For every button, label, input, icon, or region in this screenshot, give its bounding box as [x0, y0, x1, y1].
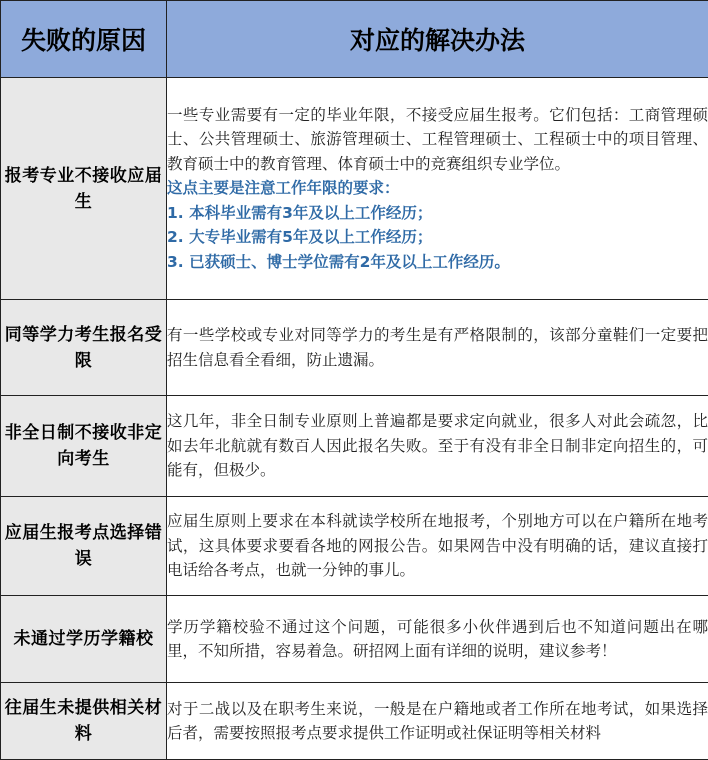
solution-cell — [167, 78, 708, 300]
table-row — [1, 596, 708, 683]
solution-text: 一些专业需要有一定的毕业年限，不接受应届生报考。它们包括：工商管理硕士、公共管理硕士、旅游管理硕士、工程管理硕士、工程硕士中的项目管理、教育硕士中的教育管理、体育硕士中的竞赛组织专业学位。 — [167, 105, 708, 173]
reason-cell: 应届生报考点选择错误 — [1, 497, 167, 596]
highlight-title: 这点主要是注意工作年限的要求： — [167, 179, 400, 198]
highlight-item: 3. 已获硕士、博士学位需有2年及以上工作经历。 — [167, 252, 510, 271]
table-row — [1, 396, 708, 497]
reason-cell: 非全日制不接收非定向考生 — [1, 396, 167, 497]
reason-cell: 报考专业不接收应届生 — [1, 78, 167, 300]
solution-cell: 有一些学校或专业对同等学力的考生是有严格限制的，该部分童鞋们一定要把招生信息看全看细，防止遗漏。 — [167, 300, 708, 396]
table-row — [1, 78, 708, 300]
highlight-item: 1. 本科毕业需有3年及以上工作经历； — [167, 203, 433, 222]
header-solution: 对应的解决办法 — [167, 1, 708, 78]
highlight-item: 2. 大专毕业需有5年及以上工作经历； — [167, 228, 433, 247]
table-header-row — [1, 1, 708, 78]
solution-cell: 对于二战以及在职考生来说，一般是在户籍地或者工作所在地考试，如果选择后者，需要按照报考点要求提供工作证明或社保证明等相关材料 — [167, 683, 708, 760]
reason-cell: 同等学力考生报名受限 — [1, 300, 167, 396]
solution-cell: 学历学籍校验不通过这个问题，可能很多小伙伴遇到后也不知道问题出在哪里，不知所措，容易着急。研招网上面有详细的说明，建议参考！ — [167, 596, 708, 683]
solution-cell: 应届生原则上要求在本科就读学校所在地报考，个别地方可以在户籍所在地考试，这具体要求要看各地的网报公告。如果网告中没有明确的话，建议直接打电话给各考点，也就一分钟的事儿。 — [167, 497, 708, 596]
solution-cell: 这几年，非全日制专业原则上普遍都是要求定向就业，很多人对此会疏忽，比如去年北航就有数百人因此报名失败。至于有没有非全日制非定向招生的，可能有，但极少。 — [167, 396, 708, 497]
table-row — [1, 497, 708, 596]
table-row — [1, 300, 708, 396]
table-row — [1, 683, 708, 760]
header-reason: 失败的原因 — [1, 1, 167, 78]
reason-cell: 往届生未提供相关材料 — [1, 683, 167, 760]
reason-cell: 未通过学历学籍校 — [1, 596, 167, 683]
